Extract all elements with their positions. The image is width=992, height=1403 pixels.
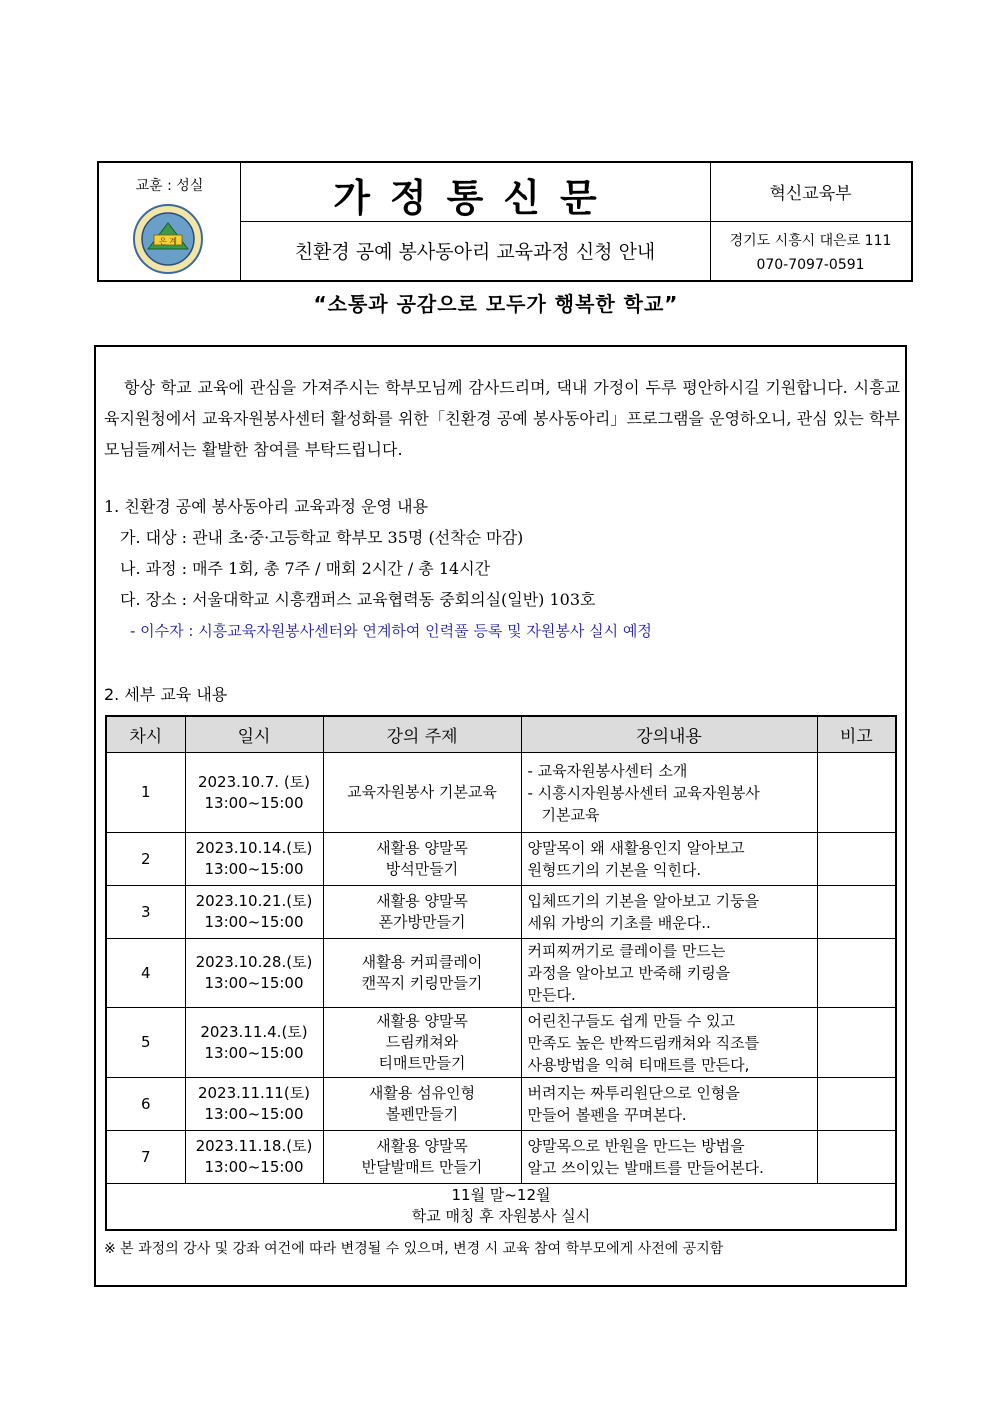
section1-title: 1. 친환경 공예 봉사동아리 교육과정 운영 내용	[104, 497, 428, 516]
section1-item-schedule: 나. 과정 : 매주 1회, 총 7주 / 매회 2시간 / 총 14시간	[120, 559, 491, 578]
header-content: 강의내용	[521, 716, 817, 753]
session-number: 3	[106, 886, 185, 939]
session-content: 입체뜨기의 기본을 알아보고 기둥을 세워 가방의 기초를 배운다..	[521, 886, 817, 939]
session-number: 5	[106, 1008, 185, 1078]
session-content: - 교육자원봉사센터 소개 - 시흥시자원봉사센터 교육자원봉사 기본교육	[521, 753, 817, 833]
session-datetime: 2023.10.7. (토) 13:00~15:00	[185, 753, 323, 833]
header-session: 차시	[106, 716, 185, 753]
table-row	[106, 939, 896, 1008]
header-divider	[240, 221, 911, 222]
session-topic: 새활용 양말목 반달발매트 만들기	[323, 1131, 521, 1184]
session-topic: 교육자원봉사 기본교육	[323, 753, 521, 833]
table-header-row	[106, 716, 896, 753]
session-topic: 새활용 양말목 드림캐쳐와 티매트만들기	[323, 1008, 521, 1078]
volunteer-note: 11월 말~12월 학교 매칭 후 자원봉사 실시	[106, 1184, 896, 1230]
document-title: 가정통신문	[333, 176, 617, 220]
table-row	[106, 1131, 896, 1184]
school-logo-icon	[126, 203, 210, 275]
session-number: 7	[106, 1131, 185, 1184]
session-number: 1	[106, 753, 185, 833]
session-datetime: 2023.10.28.(토) 13:00~15:00	[185, 939, 323, 1008]
session-datetime: 2023.10.21.(토) 13:00~15:00	[185, 886, 323, 939]
session-number: 2	[106, 833, 185, 886]
department-name: 혁신교육부	[769, 184, 852, 204]
table-footer-row	[106, 1184, 896, 1230]
school-slogan: “소통과 공감으로 모두가 행복한 학교”	[313, 292, 679, 316]
session-datetime: 2023.11.18.(토) 13:00~15:00	[185, 1131, 323, 1184]
session-remarks	[817, 939, 896, 1008]
session-remarks	[817, 1078, 896, 1131]
motto-cell	[99, 163, 241, 280]
session-content: 버려지는 짜투리원단으로 인형을 만들어 볼펜을 꾸며본다.	[521, 1078, 817, 1131]
table-row	[106, 1078, 896, 1131]
contact-info	[710, 229, 911, 277]
section1-note: - 이수자 : 시흥교육자원봉사센터와 연계하여 인력풀 등록 및 자원봉사 실시 예정	[130, 622, 652, 640]
session-remarks	[817, 886, 896, 939]
footnote: ※ 본 과정의 강사 및 강좌 여건에 따라 변경될 수 있으며, 변경 시 교육 참여 학부모에게 사전에 공지함	[104, 1241, 724, 1257]
session-topic: 새활용 섬유인형 볼펜만들기	[323, 1078, 521, 1131]
section1-item-target: 가. 대상 : 관내 초·중·고등학교 학부모 35명 (선착순 마감)	[120, 528, 524, 547]
intro-paragraph	[104, 372, 900, 465]
table-row	[106, 1008, 896, 1078]
session-content: 양말목으로 반원을 만드는 방법을 알고 쓰이있는 발매트를 만들어본다.	[521, 1131, 817, 1184]
motto-label: 교훈 : 성실	[135, 178, 204, 194]
table-row	[106, 753, 896, 833]
header-topic: 강의 주제	[323, 716, 521, 753]
session-number: 4	[106, 939, 185, 1008]
document-subtitle: 친환경 공예 봉사동아리 교육과정 신청 안내	[294, 241, 656, 263]
school-address: 경기도 시흥시 대은로 111	[729, 233, 892, 249]
session-content: 커피찌꺼기로 클레이를 만드는 과정을 알아보고 반죽해 키링을 만든다.	[521, 939, 817, 1008]
session-remarks	[817, 1131, 896, 1184]
session-topic: 새활용 양말목 폰가방만들기	[323, 886, 521, 939]
session-datetime: 2023.11.4.(토) 13:00~15:00	[185, 1008, 323, 1078]
session-topic: 새활용 커피클레이 캔꼭지 키링만들기	[323, 939, 521, 1008]
session-remarks	[817, 1008, 896, 1078]
session-remarks	[817, 753, 896, 833]
section2-title: 2. 세부 교육 내용	[104, 685, 228, 704]
header-box	[97, 161, 913, 282]
table-row	[106, 833, 896, 886]
intro-text: 항상 학교 교육에 관심을 가져주시는 학부모님께 감사드리며, 댁내 가정이 두루 평안하시길 기원합니다. 시흥교육지원청에서 교육자원봉사센터 활성화를 위한「친환경 공예 봉사동아리」프로그램을 운영하오니, 관심 있는 학부모님들께서는 활발한 참여를 부탁드립니다.	[104, 378, 900, 459]
session-datetime: 2023.10.14.(토) 13:00~15:00	[185, 833, 323, 886]
session-remarks	[817, 833, 896, 886]
table-row	[106, 886, 896, 939]
header-remarks: 비고	[817, 716, 896, 753]
session-topic: 새활용 양말목 방석만들기	[323, 833, 521, 886]
logo-text: 은 계	[159, 237, 177, 246]
school-phone: 070-7097-0591	[756, 257, 865, 273]
section1-item-location: 다. 장소 : 서울대학교 시흥캠퍼스 교육협력동 중회의실(일반) 103호	[120, 590, 596, 609]
session-datetime: 2023.11.11(토) 13:00~15:00	[185, 1078, 323, 1131]
schedule-table	[105, 715, 897, 1231]
header-datetime: 일시	[185, 716, 323, 753]
session-number: 6	[106, 1078, 185, 1131]
session-content: 양말목이 왜 새활용인지 알아보고 원형뜨기의 기본을 익힌다.	[521, 833, 817, 886]
session-content: 어린친구들도 쉽게 만들 수 있고 만족도 높은 반짝드림캐쳐와 직조틀 사용방법을 익혀 티매트를 만든다,	[521, 1008, 817, 1078]
